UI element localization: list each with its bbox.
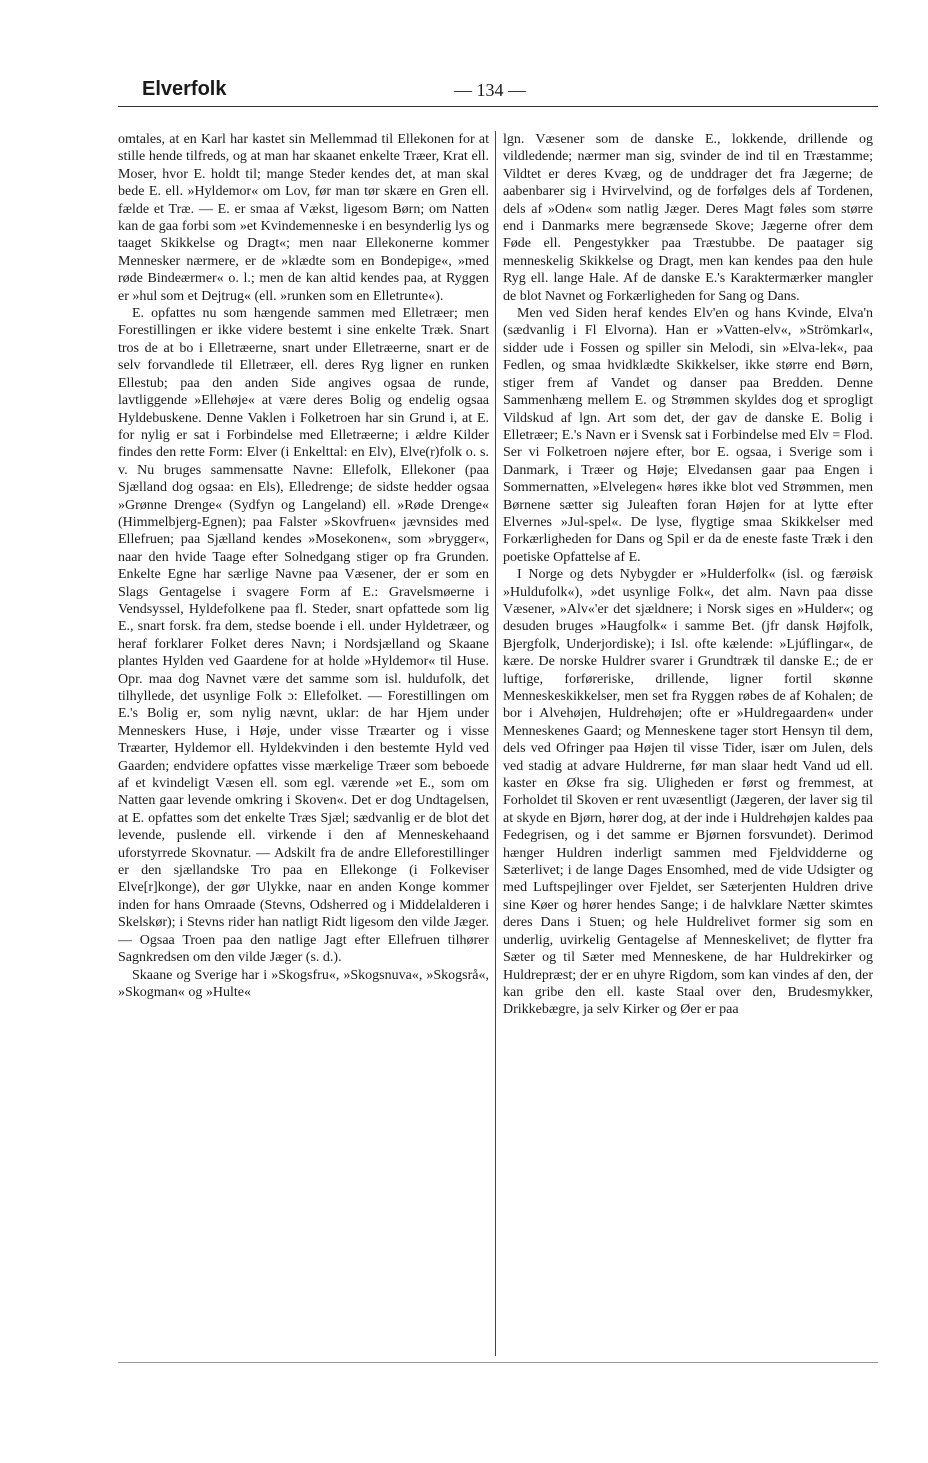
column-divider xyxy=(495,131,496,1356)
paragraph: lgn. Væsener som de danske E., lokkende, drillende og vildledende; nærmer man sig, svinder de ind til en Træstamme; Vildtet er deres Kvæg, og de unddrager det fra Jægerne; de aabenbarer sig i Hvirvelvind, og de forfølges dels af Tordenen, dels af »Oden« som natlig Jæger. Deres Magt føles som større end i Danmarks mere begrænsede Skove; Jægerne ofrer dem Føde ell. Pengestykker paa Træstubbe. De paatager sig menneskelig Skikkelse og Dragt, men kan kendes paa den hule Ryg ell. lange Hale. Af de danske E.'s Karaktermærker mangler de blot Navnet og Forkærligheden for Sang og Dans. xyxy=(503,132,873,304)
running-title: Elverfolk xyxy=(142,78,227,100)
left-column xyxy=(118,131,489,1001)
bottom-rule xyxy=(118,1362,878,1363)
paragraph: Skaane og Sverige har i »Skogsfru«, »Skogsnuva«, »Skogsrå«, »Skogman« og »Hulte« xyxy=(118,967,489,1000)
page-number: — 134 — xyxy=(454,80,526,100)
paragraph: I Norge og dets Nybygder er »Hulderfolk« (isl. og færøisk »Huldufolk«), »det usynlige Folk«, det alm. Navn paa disse Væsener, »Alv«'er det sjældnere; i Norsk siges en »Hulder«; og desuden bruges »Haugfolk« i samme Bet. (jfr dansk Højfolk, Bjergfolk, Underjordiske); i Isl. ofte kælende: »Ljúflingar«, de kære. De norske Huldrer svarer i Grundtræk til danske E.; de er luftige, forføreriske, drillende, ligner fortil skønne Menneskeskikkelser, men set fra Ryggen røbes de af Kohalen; de bor i Alvehøjen, Huldrehøjen; ofte er »Huldregaarden« under Menneskenes Gaard; og Menneskene tager stort Hensyn til dem, dels ved Ofringer paa Højen til visse Tider, især om Julen, dels ved stadig at advare Huldrerne, før man slaar hedt Vand ud ell. kaster en Økse fra sig. Uligheden er først og fremmest, at Forholdet til Skoven er rent uvæsentligt (Jægeren, der laver sig til at skyde en Bjørn, hører dog, at der inde i Huldrehøjen kaldes paa Fedegrisen, og i det samme er Bjørnen forsvundet). Derimod hænger Huldren inderligt sammen med Fjeldvidderne og Sæterlivet; i de lange Dages Ensomhed, med de vide Udsigter og med Luftspejlinger over Fjeldet, ser Sæterjenten Huldren drive sine Køer og hører hendes Sange; i de halvklare Nætter skimtes deres Dans i Stuen; og hele Huldrelivet former sig som en underlig, uvirkelig Gentagelse af Menneskelivet; de flytter fra Sæter og til Sæter med Menneskene, de har Huldrekirker og Huldrepræst; der er en uhyre Rigdom, som kan vindes af den, der kan gribe den ell. kaste Staal over den, Brudesmykker, Drikkebægre, ja selv Kirker og Øer er paa xyxy=(503,567,873,1018)
right-column xyxy=(503,131,873,1019)
paragraph: omtales, at en Karl har kastet sin Mellemmad til Ellekonen for at stille hende tilfreds, og at man har skaanet enkelte Træer, Krat ell. Moser, hvor E. holdt til; mange Steder kendes det, at man skal bede E. ell. »Hyldemor« om Lov, før man tør skære en Gren ell. fælde et Træ. — E. er smaa af Vækst, ligesom Børn; om Natten kan de gaa forbi som »et Kvindemenneske i en besynderlig lys og taaget Skikkelse og Dragt«; men naar Ellekonerne kommer Mennesker nærmere, er de »klædte som en Bondepige«, »med røde Bindeærmer« o. l.; men de kan altid kendes paa, at Ryggen er »hul som et Dejtrug« (ell. »runken som en Elletrunte«). xyxy=(118,132,489,304)
paragraph: E. opfattes nu som hængende sammen med Elletræer; men Forestillingen er ikke videre bestemt i sine enkelte Træk. Snart tros de at bo i Elletræerne, snart under Elletræerne, snart er de selv forvandlede til Elletræer, ell. deres Ryg ligner en runken Ellestub; paa den anden Side angives ogsaa de runde, lavtliggende »Ellehøje« at være deres Bolig og endelig ogsaa Hyldebuskene. Denne Vaklen i Folketroen har sin Grund i, at E. for nylig er sat i Forbindelse med Elletræerne; i ældre Kilder findes den rette Form: Elver (i Enkelttal: en Elv), Elve(r)folk o. s. v. Nu bruges sammensatte Navne: Ellefolk, Ellekoner (paa Sjælland dog ogsaa: en Els), Elledrenge; de sidste hedder ogsaa »Grønne Drenge« (Sydfyn og Langeland) ell. »Røde Drenge« (Himmelbjerg-Egnen); paa Falster »Skovfruen« jævnsides med Ellefruen; paa Sjælland kendes »Mosekonen«, som »brygger«, naar den hvide Taage efter Solnedgang stiger op fra Grunden. Enkelte Egne har særlige Navne paa Væsener, der er som en Slags Gentagelse i svagere Form af E.: Gravelsmøerne i Vendsyssel, Hyldefolkene paa fl. Steder, snart opfattede som lig E., snart forsk. fra dem, stedse boende i ell. under Hyldetræer, og heraf forklarer Folket deres Navn; i Nordsjælland og Skaane plantes Hylden ved Gaardene for at holde »Hyldemor« til Huse. Opr. maa dog Navnet være det samme som isl. huldufolk, det tilhyllede, det usynlige Folk ɔ: Ellefolket. — Forestillingen om E.'s Bolig er, som nylig nævnt, uklar: de har Hjem under Menneskers Huse, i Høje, under visse Træarter og i visse Træarter, Hyldemor ell. Hyldekvinden i den bestemte Hyld ved Gaarden; endvidere opfattes visse mærkelige Træer som beboede af et kvindeligt Væsen ell. som egl. værende »et E., som om Natten gaar levende omkring i Skoven«. Det er dog Undtagelsen, at E. opfattes som det enkelte Træs Sjæl; sædvanlig er de blot det levende, puslende ell. virkende i den af Menneskehaand uforstyrrede Skovnatur. — Adskilt fra de andre Elleforestillinger er den sjællandske Tro paa en Ellekonge (i Folkeviser Elve[r]konge), der gør Ulykke, naar en anden Konge kommer inden for hans Omraade (Stevns, Odsherred og i Middelalderen i Skelskør); i Stevns rider han natligt Ridt ligesom den vilde Jæger. — Ogsaa Troen paa den natlige Jagt efter Ellefruen tilhører Sagnkredsen om den vilde Jæger (s. d.). xyxy=(118,306,489,966)
paragraph: Men ved Siden heraf kendes Elv'en og hans Kvinde, Elva'n (sædvanlig i Fl Elvorna). Han er »Vatten-elv«, »Strömkarl«, sidder ude i Fossen og spiller sin Melodi, sin »Elva-lek«, paa Fedlen, og smaa hvidklædte Skikkelser, ikke større end Børn, stiger frem af Vandet og danser paa Bredden. Denne Sammenhæng mellem E. og Strømmen skyldes dog et sprogligt Vildskud af lgn. Art som det, der gav de danske E. Bolig i Elletræer; E.'s Navn er i Svensk sat i Forbindelse med Elv = Flod. Ser vi Folketroen nøjere efter, bor E. ogsaa, i Sverige som i Danmark, i Træer og Høje; Elvedansen gaar paa Engen i Sommernatten, »Elvelegen« høres ikke blot ved Strømmen, men Børnene sætter sig Juleaften foran Højen for at lytte efter Elvernes »Jul-spel«. De lyse, flygtige smaa Skikkelser med Forkærligheden for Dans og Spil er da de eneste faste Træk i den poetiske Opfattelse af E. xyxy=(503,306,873,565)
page-header xyxy=(118,74,878,107)
